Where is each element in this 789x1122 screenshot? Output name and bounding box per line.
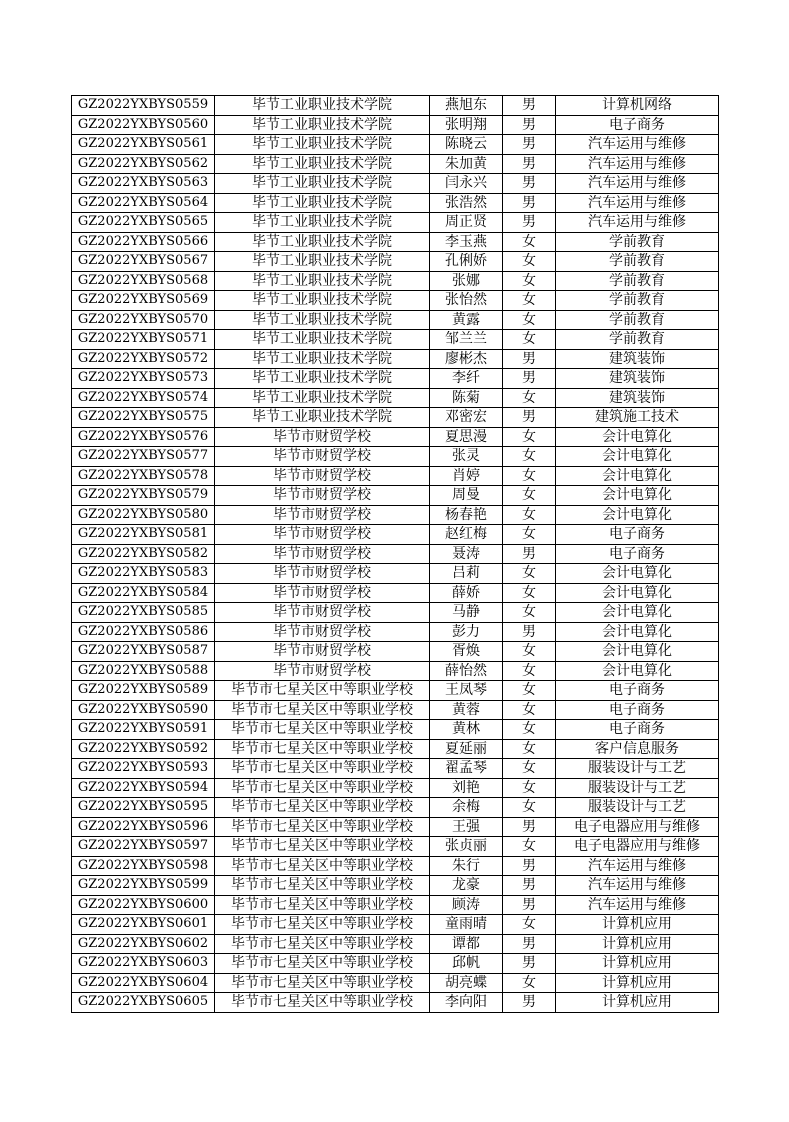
gender-cell: 男 [503,856,556,876]
major-cell: 汽车运用与维修 [556,895,719,915]
student-name-cell: 彭力 [430,622,503,642]
school-cell: 毕节市财贸学校 [215,544,430,564]
student-name-cell: 顾涛 [430,895,503,915]
major-cell: 汽车运用与维修 [556,876,719,896]
school-cell: 毕节工业职业技术学院 [215,115,430,135]
record-id-cell: GZ2022YXBYS0561 [72,135,215,155]
record-id-cell: GZ2022YXBYS0596 [72,817,215,837]
school-cell: 毕节市七星关区中等职业学校 [215,817,430,837]
school-cell: 毕节市七星关区中等职业学校 [215,720,430,740]
major-cell: 会计电算化 [556,583,719,603]
major-cell: 会计电算化 [556,486,719,506]
school-cell: 毕节工业职业技术学院 [215,310,430,330]
record-id-cell: GZ2022YXBYS0605 [72,993,215,1013]
student-name-cell: 朱行 [430,856,503,876]
table-row [72,466,719,486]
record-id-cell: GZ2022YXBYS0598 [72,856,215,876]
gender-cell: 女 [503,447,556,467]
table-row [72,856,719,876]
school-cell: 毕节市七星关区中等职业学校 [215,700,430,720]
table-row [72,369,719,389]
table-row [72,213,719,233]
record-id-cell: GZ2022YXBYS0581 [72,525,215,545]
major-cell: 汽车运用与维修 [556,135,719,155]
record-id-cell: GZ2022YXBYS0602 [72,934,215,954]
student-name-cell: 夏思漫 [430,427,503,447]
table-row [72,895,719,915]
school-cell: 毕节市七星关区中等职业学校 [215,856,430,876]
school-cell: 毕节市财贸学校 [215,447,430,467]
record-id-cell: GZ2022YXBYS0590 [72,700,215,720]
school-cell: 毕节市财贸学校 [215,603,430,623]
school-cell: 毕节市七星关区中等职业学校 [215,876,430,896]
gender-cell: 女 [503,232,556,252]
major-cell: 会计电算化 [556,427,719,447]
school-cell: 毕节市财贸学校 [215,642,430,662]
record-id-cell: GZ2022YXBYS0593 [72,759,215,779]
student-name-cell: 邹兰兰 [430,330,503,350]
record-id-cell: GZ2022YXBYS0601 [72,915,215,935]
major-cell: 服装设计与工艺 [556,798,719,818]
record-id-cell: GZ2022YXBYS0570 [72,310,215,330]
major-cell: 汽车运用与维修 [556,193,719,213]
student-name-cell: 闫永兴 [430,174,503,194]
major-cell: 学前教育 [556,310,719,330]
gender-cell: 女 [503,778,556,798]
record-id-cell: GZ2022YXBYS0573 [72,369,215,389]
table-row [72,447,719,467]
major-cell: 电子商务 [556,700,719,720]
major-cell: 电子商务 [556,544,719,564]
record-id-cell: GZ2022YXBYS0599 [72,876,215,896]
school-cell: 毕节市财贸学校 [215,486,430,506]
student-roster-table [71,95,719,1013]
student-name-cell: 周曼 [430,486,503,506]
record-id-cell: GZ2022YXBYS0567 [72,252,215,272]
major-cell: 学前教育 [556,232,719,252]
record-id-cell: GZ2022YXBYS0588 [72,661,215,681]
gender-cell: 男 [503,213,556,233]
student-name-cell: 黄露 [430,310,503,330]
record-id-cell: GZ2022YXBYS0569 [72,291,215,311]
table-row [72,174,719,194]
gender-cell: 男 [503,895,556,915]
school-cell: 毕节市财贸学校 [215,505,430,525]
school-cell: 毕节工业职业技术学院 [215,408,430,428]
gender-cell: 女 [503,681,556,701]
school-cell: 毕节市七星关区中等职业学校 [215,837,430,857]
student-name-cell: 黄蓉 [430,700,503,720]
table-row [72,154,719,174]
table-row [72,193,719,213]
record-id-cell: GZ2022YXBYS0595 [72,798,215,818]
school-cell: 毕节工业职业技术学院 [215,174,430,194]
table-row [72,505,719,525]
record-id-cell: GZ2022YXBYS0594 [72,778,215,798]
school-cell: 毕节工业职业技术学院 [215,271,430,291]
table-row [72,934,719,954]
major-cell: 会计电算化 [556,603,719,623]
gender-cell: 男 [503,993,556,1013]
major-cell: 电子电器应用与维修 [556,817,719,837]
student-name-cell: 李玉燕 [430,232,503,252]
school-cell: 毕节市七星关区中等职业学校 [215,895,430,915]
table-row [72,135,719,155]
student-name-cell: 聂涛 [430,544,503,564]
record-id-cell: GZ2022YXBYS0566 [72,232,215,252]
table-row [72,271,719,291]
record-id-cell: GZ2022YXBYS0568 [72,271,215,291]
student-name-cell: 童雨晴 [430,915,503,935]
school-cell: 毕节市七星关区中等职业学校 [215,973,430,993]
record-id-cell: GZ2022YXBYS0603 [72,954,215,974]
major-cell: 服装设计与工艺 [556,778,719,798]
school-cell: 毕节市七星关区中等职业学校 [215,759,430,779]
major-cell: 汽车运用与维修 [556,856,719,876]
major-cell: 会计电算化 [556,642,719,662]
record-id-cell: GZ2022YXBYS0574 [72,388,215,408]
school-cell: 毕节工业职业技术学院 [215,232,430,252]
gender-cell: 女 [503,486,556,506]
student-name-cell: 张明翔 [430,115,503,135]
gender-cell: 女 [503,427,556,447]
record-id-cell: GZ2022YXBYS0592 [72,739,215,759]
table-row [72,603,719,623]
gender-cell: 女 [503,837,556,857]
gender-cell: 女 [503,252,556,272]
major-cell: 建筑装饰 [556,349,719,369]
student-name-cell: 薛怡然 [430,661,503,681]
student-name-cell: 杨春艳 [430,505,503,525]
record-id-cell: GZ2022YXBYS0560 [72,115,215,135]
gender-cell: 女 [503,466,556,486]
school-cell: 毕节工业职业技术学院 [215,193,430,213]
table-row [72,681,719,701]
major-cell: 计算机应用 [556,934,719,954]
table-row [72,330,719,350]
major-cell: 学前教育 [556,271,719,291]
student-name-cell: 王凤琴 [430,681,503,701]
record-id-cell: GZ2022YXBYS0559 [72,96,215,116]
record-id-cell: GZ2022YXBYS0587 [72,642,215,662]
student-name-cell: 邱帆 [430,954,503,974]
school-cell: 毕节市七星关区中等职业学校 [215,739,430,759]
major-cell: 计算机网络 [556,96,719,116]
record-id-cell: GZ2022YXBYS0591 [72,720,215,740]
student-name-cell: 刘艳 [430,778,503,798]
gender-cell: 女 [503,915,556,935]
gender-cell: 女 [503,973,556,993]
major-cell: 会计电算化 [556,505,719,525]
student-name-cell: 赵红梅 [430,525,503,545]
record-id-cell: GZ2022YXBYS0565 [72,213,215,233]
gender-cell: 男 [503,115,556,135]
gender-cell: 女 [503,700,556,720]
record-id-cell: GZ2022YXBYS0589 [72,681,215,701]
school-cell: 毕节市财贸学校 [215,661,430,681]
gender-cell: 女 [503,739,556,759]
table-row [72,564,719,584]
student-name-cell: 张怡然 [430,291,503,311]
school-cell: 毕节市财贸学校 [215,583,430,603]
record-id-cell: GZ2022YXBYS0600 [72,895,215,915]
record-id-cell: GZ2022YXBYS0578 [72,466,215,486]
gender-cell: 女 [503,720,556,740]
record-id-cell: GZ2022YXBYS0576 [72,427,215,447]
student-name-cell: 燕旭东 [430,96,503,116]
student-name-cell: 孔俐娇 [430,252,503,272]
table-row [72,544,719,564]
school-cell: 毕节市财贸学校 [215,564,430,584]
school-cell: 毕节工业职业技术学院 [215,96,430,116]
major-cell: 会计电算化 [556,564,719,584]
student-name-cell: 李纤 [430,369,503,389]
school-cell: 毕节市财贸学校 [215,622,430,642]
student-name-cell: 黄林 [430,720,503,740]
table-row [72,96,719,116]
record-id-cell: GZ2022YXBYS0583 [72,564,215,584]
school-cell: 毕节市财贸学校 [215,427,430,447]
major-cell: 电子商务 [556,115,719,135]
table-row [72,622,719,642]
student-name-cell: 马静 [430,603,503,623]
gender-cell: 女 [503,388,556,408]
gender-cell: 男 [503,817,556,837]
record-id-cell: GZ2022YXBYS0572 [72,349,215,369]
major-cell: 计算机应用 [556,973,719,993]
record-id-cell: GZ2022YXBYS0582 [72,544,215,564]
record-id-cell: GZ2022YXBYS0575 [72,408,215,428]
student-name-cell: 吕莉 [430,564,503,584]
gender-cell: 女 [503,310,556,330]
student-name-cell: 夏延丽 [430,739,503,759]
school-cell: 毕节工业职业技术学院 [215,369,430,389]
gender-cell: 男 [503,369,556,389]
gender-cell: 女 [503,642,556,662]
gender-cell: 男 [503,876,556,896]
school-cell: 毕节市七星关区中等职业学校 [215,798,430,818]
gender-cell: 男 [503,96,556,116]
table-row [72,993,719,1013]
gender-cell: 男 [503,954,556,974]
major-cell: 建筑装饰 [556,388,719,408]
student-name-cell: 李向阳 [430,993,503,1013]
school-cell: 毕节市七星关区中等职业学校 [215,934,430,954]
student-name-cell: 龙豪 [430,876,503,896]
table-row [72,915,719,935]
table-row [72,739,719,759]
gender-cell: 男 [503,349,556,369]
major-cell: 电子商务 [556,681,719,701]
record-id-cell: GZ2022YXBYS0579 [72,486,215,506]
school-cell: 毕节市七星关区中等职业学校 [215,993,430,1013]
student-name-cell: 薛娇 [430,583,503,603]
table-row [72,427,719,447]
gender-cell: 女 [503,291,556,311]
gender-cell: 男 [503,544,556,564]
table-row [72,252,719,272]
table-row [72,778,719,798]
student-name-cell: 邓密宏 [430,408,503,428]
school-cell: 毕节工业职业技术学院 [215,330,430,350]
school-cell: 毕节工业职业技术学院 [215,154,430,174]
gender-cell: 男 [503,154,556,174]
gender-cell: 男 [503,174,556,194]
table-row [72,525,719,545]
table-row [72,310,719,330]
major-cell: 电子电器应用与维修 [556,837,719,857]
major-cell: 汽车运用与维修 [556,154,719,174]
student-name-cell: 肖婷 [430,466,503,486]
major-cell: 会计电算化 [556,466,719,486]
major-cell: 建筑施工技术 [556,408,719,428]
record-id-cell: GZ2022YXBYS0584 [72,583,215,603]
gender-cell: 男 [503,135,556,155]
major-cell: 会计电算化 [556,622,719,642]
gender-cell: 女 [503,661,556,681]
student-name-cell: 胡亮蝶 [430,973,503,993]
major-cell: 电子商务 [556,720,719,740]
table-row [72,291,719,311]
school-cell: 毕节工业职业技术学院 [215,213,430,233]
record-id-cell: GZ2022YXBYS0564 [72,193,215,213]
major-cell: 汽车运用与维修 [556,213,719,233]
record-id-cell: GZ2022YXBYS0571 [72,330,215,350]
record-id-cell: GZ2022YXBYS0604 [72,973,215,993]
gender-cell: 女 [503,330,556,350]
table-row [72,954,719,974]
major-cell: 电子商务 [556,525,719,545]
gender-cell: 男 [503,193,556,213]
record-id-cell: GZ2022YXBYS0577 [72,447,215,467]
school-cell: 毕节工业职业技术学院 [215,291,430,311]
table-row [72,837,719,857]
table-row [72,759,719,779]
gender-cell: 女 [503,759,556,779]
gender-cell: 女 [503,798,556,818]
table-row [72,973,719,993]
table-row [72,661,719,681]
school-cell: 毕节市财贸学校 [215,525,430,545]
student-name-cell: 张娜 [430,271,503,291]
table-row [72,232,719,252]
major-cell: 客户信息服务 [556,739,719,759]
major-cell: 学前教育 [556,291,719,311]
student-name-cell: 张灵 [430,447,503,467]
table-row [72,408,719,428]
student-name-cell: 陈菊 [430,388,503,408]
record-id-cell: GZ2022YXBYS0580 [72,505,215,525]
gender-cell: 女 [503,564,556,584]
major-cell: 会计电算化 [556,447,719,467]
gender-cell: 女 [503,525,556,545]
table-row [72,720,719,740]
school-cell: 毕节工业职业技术学院 [215,252,430,272]
student-name-cell: 张浩然 [430,193,503,213]
record-id-cell: GZ2022YXBYS0562 [72,154,215,174]
school-cell: 毕节工业职业技术学院 [215,135,430,155]
school-cell: 毕节市七星关区中等职业学校 [215,915,430,935]
student-name-cell: 朱加黄 [430,154,503,174]
school-cell: 毕节工业职业技术学院 [215,388,430,408]
table-row [72,700,719,720]
student-name-cell: 余梅 [430,798,503,818]
major-cell: 学前教育 [556,252,719,272]
gender-cell: 男 [503,408,556,428]
gender-cell: 女 [503,271,556,291]
student-name-cell: 翟孟琴 [430,759,503,779]
table-row [72,642,719,662]
gender-cell: 女 [503,505,556,525]
record-id-cell: GZ2022YXBYS0597 [72,837,215,857]
school-cell: 毕节市七星关区中等职业学校 [215,954,430,974]
major-cell: 服装设计与工艺 [556,759,719,779]
table-body [72,96,719,1013]
major-cell: 汽车运用与维修 [556,174,719,194]
gender-cell: 女 [503,583,556,603]
record-id-cell: GZ2022YXBYS0586 [72,622,215,642]
table-row [72,583,719,603]
school-cell: 毕节工业职业技术学院 [215,349,430,369]
student-name-cell: 陈晓云 [430,135,503,155]
student-name-cell: 谭都 [430,934,503,954]
table-row [72,798,719,818]
school-cell: 毕节市财贸学校 [215,466,430,486]
record-id-cell: GZ2022YXBYS0585 [72,603,215,623]
major-cell: 计算机应用 [556,954,719,974]
student-name-cell: 张贞丽 [430,837,503,857]
school-cell: 毕节市七星关区中等职业学校 [215,681,430,701]
table-row [72,115,719,135]
gender-cell: 女 [503,603,556,623]
student-name-cell: 廖彬杰 [430,349,503,369]
table-row [72,388,719,408]
table-row [72,817,719,837]
school-cell: 毕节市七星关区中等职业学校 [215,778,430,798]
gender-cell: 男 [503,622,556,642]
record-id-cell: GZ2022YXBYS0563 [72,174,215,194]
student-name-cell: 王强 [430,817,503,837]
major-cell: 计算机应用 [556,993,719,1013]
student-name-cell: 胥焕 [430,642,503,662]
major-cell: 学前教育 [556,330,719,350]
gender-cell: 男 [503,934,556,954]
major-cell: 建筑装饰 [556,369,719,389]
major-cell: 计算机应用 [556,915,719,935]
table-row [72,486,719,506]
student-name-cell: 周正贤 [430,213,503,233]
table-row [72,876,719,896]
table-row [72,349,719,369]
major-cell: 会计电算化 [556,661,719,681]
